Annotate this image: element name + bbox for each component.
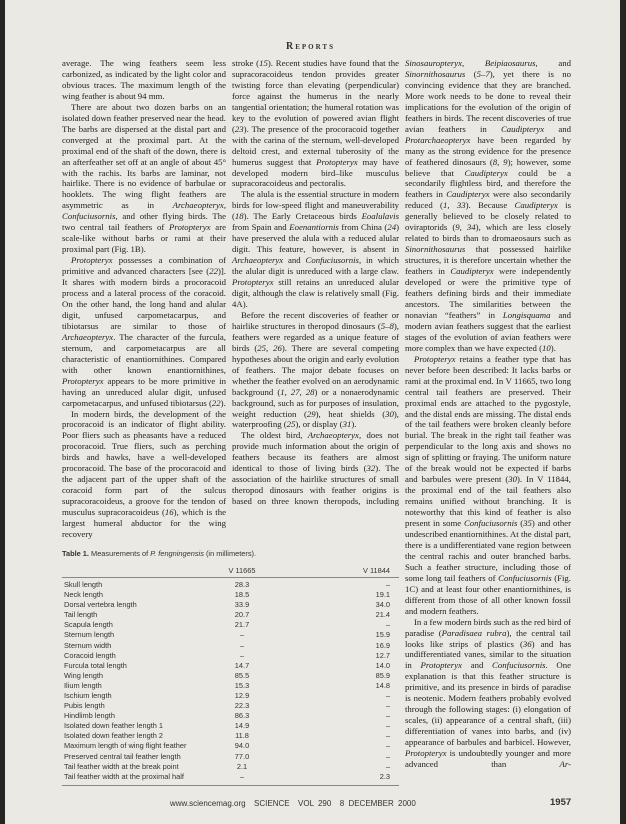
measurement-value: –: [239, 650, 245, 660]
measurement-value: –: [239, 771, 245, 781]
text-run: stroke (: [232, 58, 260, 68]
text-run: were also secondarily reduced (: [405, 189, 571, 211]
paragraph: [232, 310, 399, 430]
paragraph: [62, 58, 226, 102]
measurement-label: Preserved central tail feather length: [64, 751, 181, 761]
text-run: ), or display (: [295, 419, 343, 430]
text-run: possesses a combination of primitive and advanced characters [see (: [62, 255, 226, 277]
table-row: [62, 721, 399, 731]
text-run: average. The wing feathers seem less carbonized, as indicated by the light color and obvious traces. The maximum length of the wing feather is about 94 mm.: [62, 58, 226, 101]
text-run: (: [517, 518, 524, 529]
table-row: [62, 741, 399, 751]
measurement-value: 21.7: [234, 620, 250, 630]
italic-text: Confuciusornis: [62, 211, 116, 222]
table-row: [62, 772, 399, 782]
italic-text: 25: [286, 419, 296, 430]
paragraph: [62, 102, 226, 255]
text-run: retains a feather type that has never before been described: It lacks barbs or rami at the proximal end. In V 11665, two long central tail feathers are preserved. Their proximal ends are attached to the pygostyle, and the distal ends are missing. The distal ends of the tail feathers were broken cleanly before burial. The break in the right tail feather was perpendicular to the long axis and shows no sign of splitting or fraying. The uniform nature of the break would not be expected if barbs and barbules were present (: [405, 353, 571, 485]
italic-text: 8, 9: [492, 156, 508, 167]
measurement-label: Isolated down feather length 1: [64, 721, 164, 731]
text-run: could be a secondarily flightless bird, and therefore the feathers in: [405, 167, 571, 200]
italic-text: Caudipteryx: [514, 200, 558, 211]
text-column-1: [62, 58, 226, 540]
italic-text: 35: [523, 518, 532, 529]
paragraph: [405, 354, 571, 617]
italic-text: 5–8: [380, 320, 394, 331]
italic-text: Sinosauropteryx, Beipiaosaurus: [405, 58, 536, 68]
measurement-value: –: [385, 731, 390, 741]
text-run: ).: [550, 342, 556, 353]
italic-text: Protopteryx: [71, 255, 113, 266]
table-row: [62, 681, 399, 691]
measurement-value: 2.3: [379, 771, 390, 781]
paragraph: [62, 409, 226, 540]
text-run: have been regarded by many as the strong evidence for the presence of feathered dinosaurs (: [405, 134, 571, 167]
table-caption: [62, 548, 399, 561]
italic-text: 5–7: [476, 68, 490, 79]
measurement-label: Ischium length: [64, 690, 112, 700]
text-run: In a few modern birds such as the red bird of paradise (: [405, 616, 571, 638]
measurement-label: Hindlimb length: [64, 711, 115, 721]
paragraph: [232, 189, 399, 309]
text-run: ). Recent studies have found that the supracoracoideus tendon provides greater twisting force than elevating (perpendicular) force against the humerus in the nearly tangential orientation; the humeral rotation was key to the evolution of powered avian flight (: [232, 58, 399, 134]
measurement-label: Wing length: [64, 670, 104, 680]
journal-page: [5, 0, 620, 824]
text-run: ), yet there is no convincing evidence that they are branched. More work needs to be done to reveal their implications for the evolution of the origin of feathers in birds. The recent discoveries of true avian feathers in: [405, 68, 571, 134]
italic-text: 23: [234, 123, 244, 134]
italic-text: Archaeopteryx: [172, 200, 224, 211]
measurement-value: 21.4: [375, 610, 390, 620]
italic-text: 9, 34: [455, 222, 476, 233]
italic-text: 30: [385, 408, 394, 419]
italic-text: Confuciusornis: [492, 660, 546, 671]
measurement-value: 14.8: [375, 680, 390, 690]
paragraph: [405, 58, 571, 354]
measurement-value: 19.1: [375, 590, 390, 600]
italic-text: 31: [342, 419, 352, 430]
page-number: 1957: [550, 796, 572, 808]
measurement-label: Tail feather width at the proximal half: [64, 771, 184, 781]
italic-text: Sinornithosaurus: [405, 68, 466, 79]
text-run: ); however, some believe that: [405, 156, 572, 178]
measurement-value: 11.8: [235, 731, 249, 741]
text-run: ), which is the largest humeral abductor for the wing recovery: [62, 507, 226, 539]
measurement-value: 12.7: [375, 650, 390, 660]
text-run: ) have preserved the alula with a reduced alular digit. This feature, however, is absent in: [232, 222, 400, 255]
measurement-label: Dorsal vertebra length: [64, 600, 137, 610]
text-run: is undoubtedly younger and more advanced than: [405, 748, 571, 769]
italic-text: Archaeopteryx: [232, 255, 284, 266]
italic-text: 32: [366, 463, 376, 474]
measurement-label: Skull length: [64, 579, 103, 589]
text-run: appears to be more primitive in having an unreduced alular digit, unfused carpometacarpus, and unfused tibiotarsus (: [62, 375, 226, 408]
header-cell: [62, 565, 202, 577]
measurement-value: 14.9: [234, 721, 250, 731]
measurement-value: 14.7: [234, 660, 250, 670]
italic-text: Longisquama: [502, 309, 551, 320]
italic-text: 29: [306, 408, 316, 419]
table-row: [62, 620, 399, 630]
measurement-value: –: [385, 579, 390, 589]
table-label: Table 1.: [62, 548, 89, 558]
text-run: In modern birds, the development of the procoracoid is an indicator of flight ability. Poor fliers such as pheasants have a reduced procoracoid. True fliers, such as perching birds and hawks, have a well-developed procoracoid. The base of the procoracoid and the adjacent part of the upper shaft of the coracoid form part of the sulcus supracoracoideus, a groove for the tendon of musculus supracoracoideus (: [62, 408, 226, 518]
italic-text: Eoalulavis: [361, 211, 399, 222]
text-run: and: [283, 255, 306, 266]
measurement-value: 16.9: [375, 640, 390, 650]
measurement-value: –: [239, 630, 245, 640]
text-run: ). The presence of the procoracoid together with the carina of the sternum, well-developed deltoid crest, and external tuberosity of the humerus suggest that: [232, 123, 399, 167]
left-block: [62, 58, 399, 786]
text-run: ) and other undescribed enantiornithines. At the distal part, there is a undifferentiated vane region between the central rachis and outer branched barbs. Such a feather structure, including those of some long tail feathers of: [405, 518, 572, 583]
left-columns: [62, 58, 399, 540]
table-body: [62, 578, 399, 786]
measurement-value: 22.3: [234, 701, 250, 711]
text-run: The alula is the essential structure in modern birds for low-speed flight and maneuverability (: [232, 189, 399, 222]
measurement-label: Sternum width: [64, 640, 112, 650]
measurement-value: 77.0: [234, 751, 250, 761]
table-header-row: [62, 565, 399, 578]
measurement-label: Tail length: [64, 610, 98, 620]
table-row: [62, 731, 399, 741]
measurement-label: Sternum length: [64, 630, 115, 640]
measurement-label: Coracoid length: [64, 650, 116, 660]
text-run: . One explanation is that this feather structure is primitive, and its presence in birds of paradise is neotenic. Modern feathers probably evolved through the following stages: (i) elongation of scales, (ii) appearance of a central shaft, (iii) differentiation of vanes into barbs, and (iv) appearance of barbules and barbicel. However,: [405, 660, 572, 748]
header-cell: V 11844: [363, 565, 390, 575]
italic-text: 15: [259, 58, 268, 68]
measurement-value: 15.9: [375, 630, 390, 640]
table-row: [62, 600, 399, 610]
table-row: [62, 610, 399, 620]
table-row: [62, 762, 399, 772]
italic-text: 22: [209, 266, 218, 277]
italic-text: Paradisaea rubra: [441, 627, 507, 638]
caption-text: (in millimeters).: [203, 548, 257, 558]
text-run: The oldest bird,: [241, 430, 308, 441]
section-header: Reports: [286, 41, 335, 52]
measurement-value: –: [385, 761, 390, 771]
text-run: ). The Early Cretaceous birds: [243, 211, 362, 222]
measurement-value: –: [239, 640, 245, 650]
measurement-label: Furcula total length: [64, 660, 127, 670]
text-run: ), the central tail looks like strips of plastics (: [405, 627, 571, 649]
measurement-value: –: [385, 751, 390, 761]
text-run: is generally believed to be closely related to oviraptorids (: [405, 200, 571, 233]
text-run: ). Because: [465, 200, 515, 211]
measurement-value: 12.9: [234, 690, 250, 700]
table-row: [62, 701, 399, 711]
text-run: were independently developed or were the primitive type of feathers defining birds and their immediate ancestors. The similarities between the nonavian “feathers” in: [405, 266, 571, 320]
measurement-value: 86.3: [234, 711, 250, 721]
italic-text: Sinornithosaurus: [405, 244, 466, 255]
italic-text: Protopteryx: [405, 748, 447, 759]
text-run: ) and has undifferentiated vanes, similar to the situation in: [405, 638, 571, 671]
text-run: , does not provide much information about the origin of feathers because its feathers are almost identical to those of living birds (: [232, 430, 399, 474]
italic-text: Caudipteryx: [446, 189, 490, 200]
text-run: from China (: [338, 222, 388, 233]
measurement-value: –: [385, 620, 390, 630]
italic-text: 36: [522, 638, 532, 649]
text-run: from Spain and: [232, 222, 290, 233]
text-run: ).: [220, 397, 226, 408]
table-row: [62, 641, 399, 651]
table-row: [62, 752, 399, 762]
italic-text: Protopteryx: [62, 375, 104, 386]
table-row: [62, 691, 399, 701]
table-row: [62, 590, 399, 600]
italic-text: Ar-: [559, 759, 571, 769]
text-run: may have developed modern bird–like musculus supracoracoideus and pectoralis.: [232, 156, 399, 189]
measurement-label: Pubis length: [64, 701, 105, 711]
italic-text: 16: [164, 507, 174, 518]
caption-text: Measurements of: [88, 548, 151, 558]
page-body: [62, 58, 620, 786]
text-run: ). The association of the hairlike structures of small theropod dinosaurs with feather origins is based on three known theropods, including: [232, 463, 399, 507]
text-run: ), waterproofing (: [232, 408, 399, 430]
paragraph: [405, 617, 571, 770]
text-run: ,: [223, 200, 226, 211]
text-run: , and other flying birds. The two central tail feathers of: [62, 211, 226, 233]
italic-text: Protopteryx: [232, 277, 274, 288]
table-row: [62, 661, 399, 671]
measurement-value: 14.0: [375, 660, 390, 670]
measurement-value: –: [385, 690, 390, 700]
text-run: ) or a nonaerodynamic background, such as for purposes of insulation, weight reduction (: [232, 386, 399, 419]
text-run: There are about two dozen barbs on an isolated down feather preserved near the head. The barbs are dispersed at the distal part and converged at the proximal part. At the proximal end of the shaft of the down, there is an afterfeather set off at an angle of about 45° with the rachis. Its barbs are laminar, not hairlike. There is no evidence of barbulae or hooklets. The wing flight feathers are asymmetric as in: [62, 101, 226, 211]
measurement-label: Ilium length: [64, 680, 102, 690]
italic-text: 1, 33: [442, 200, 466, 211]
paragraph: [232, 58, 399, 189]
footer-citation: www.sciencemag.org SCIENCE VOL 290 8 DECEMBER 2000: [170, 798, 416, 808]
italic-text: Eoenantiornis: [289, 222, 339, 233]
text-run: (Fig. 1C) and at least four other enantiornithines, is different from those of all other known fossil and modern feathers.: [405, 572, 571, 616]
measurement-value: 28.3: [234, 579, 250, 589]
measurement-label: Isolated down feather length 2: [64, 731, 164, 741]
italic-text: Confuciusornis: [463, 518, 518, 529]
text-run: and: [544, 123, 571, 134]
italic-text: Protopteryx: [316, 156, 358, 167]
italic-text: Protopteryx: [414, 353, 456, 364]
italic-text: Protopteryx: [420, 660, 462, 671]
text-run: (: [465, 68, 477, 79]
measurement-value: –: [385, 721, 390, 731]
table-row: [62, 580, 399, 590]
italic-text: Caudipteryx: [464, 167, 508, 178]
italic-text: Caudipteryx: [450, 266, 494, 277]
text-run: and: [461, 660, 493, 671]
italic-text: Protarchaeopteryx: [405, 134, 471, 145]
text-run: still retains an unreduced alular digit, although the claw is relatively small (Fig. 4A).: [232, 277, 399, 309]
italic-text: Confuciusornis: [305, 255, 359, 266]
text-column-2: [232, 58, 399, 507]
text-run: , in which the alular digit is unreduced with a large claw.: [232, 255, 399, 277]
measurement-label: Neck length: [64, 590, 104, 600]
header-cell: V 11665: [228, 565, 256, 575]
paragraph: [62, 255, 226, 408]
text-run: ). There are several competing hypotheses about the origin and early evolution of feathers. The major debate focuses on whether the feather evolved on an aerodynamic background (: [232, 342, 399, 397]
measurement-value: 2.1: [236, 761, 248, 771]
measurement-value: 85.9: [375, 670, 390, 680]
measurement-value: –: [385, 701, 390, 711]
text-run: , and: [535, 58, 571, 68]
text-run: that possessed hairlike structures, it is therefore uncertain whether the feathers in: [405, 244, 571, 277]
italic-text: Confuciusornis: [498, 572, 552, 583]
italic-text: 18: [234, 211, 244, 222]
text-run: and modern avian feathers suggest that the earliest stages of the evolution of avian feathers were more complex than we have expected (: [405, 309, 571, 353]
italic-text: 22: [211, 397, 221, 408]
table-row: [62, 711, 399, 721]
measurement-value: 33.9: [234, 600, 250, 610]
table-row: [62, 651, 399, 661]
text-run: are scale-like without barbs or rami at their proximal part (Fig. 1B).: [62, 222, 226, 255]
measurement-value: 20.7: [234, 610, 250, 620]
text-column-3: [405, 58, 571, 770]
measurement-value: 94.0: [234, 741, 250, 751]
measurement-label: Scapula length: [64, 620, 113, 630]
measurement-label: Tail feather width at the break point: [64, 761, 179, 771]
italic-text: 25, 26: [257, 342, 282, 353]
text-run: ), feathers were regarded as a unique feature of birds (: [232, 320, 399, 353]
italic-text: Protopteryx: [169, 222, 211, 233]
italic-text: Archaeopteryx: [62, 331, 114, 342]
italic-text: 24: [387, 222, 397, 233]
measurement-value: –: [385, 711, 390, 721]
measurements-table: [62, 548, 399, 786]
caption-species: P. fengningensis: [150, 548, 204, 558]
measurement-value: 34.0: [375, 600, 390, 610]
measurement-value: 18.5: [234, 590, 250, 600]
text-run: Before the recent discoveries of feather or hairlike structures in theropod dinosaurs (: [232, 309, 399, 331]
table-row: [62, 630, 399, 640]
italic-text: 30: [508, 474, 518, 485]
text-run: . The character of the furcula, sternum, and carpometacarpus are all characteristic of enantiornithines. Compared with other known enantiornithines,: [62, 331, 226, 375]
text-run: ). In V 11844, the proximal end of the tail feathers also remains unified without branching. It is noteworthy that this kind of feather is also present in some: [405, 474, 571, 529]
measurement-value: 15.3: [234, 680, 250, 690]
italic-text: Archaeopteryx: [307, 430, 359, 441]
italic-text: 10: [542, 342, 551, 353]
text-run: ), which are less closely related to birds than to dromaeosaurs such as: [405, 222, 572, 244]
measurement-value: –: [385, 741, 390, 751]
paragraph: [232, 430, 399, 507]
text-run: ).: [351, 419, 357, 430]
measurement-label: Maximum length of wing flight feather: [64, 741, 187, 751]
table-row: [62, 671, 399, 681]
italic-text: 1, 27, 28: [280, 386, 315, 397]
text-run: ), heat shields (: [315, 408, 386, 419]
italic-text: Caudipteryx: [500, 123, 545, 134]
measurement-value: 85.5: [234, 670, 250, 680]
text-run: )]. It shares with modern birds a procoracoid process and a lateral process of the coracoid. On the other hand, the long hand and alular digit, unfused carpometacarpus, and tibiotarsus are similar to those of: [62, 266, 226, 331]
